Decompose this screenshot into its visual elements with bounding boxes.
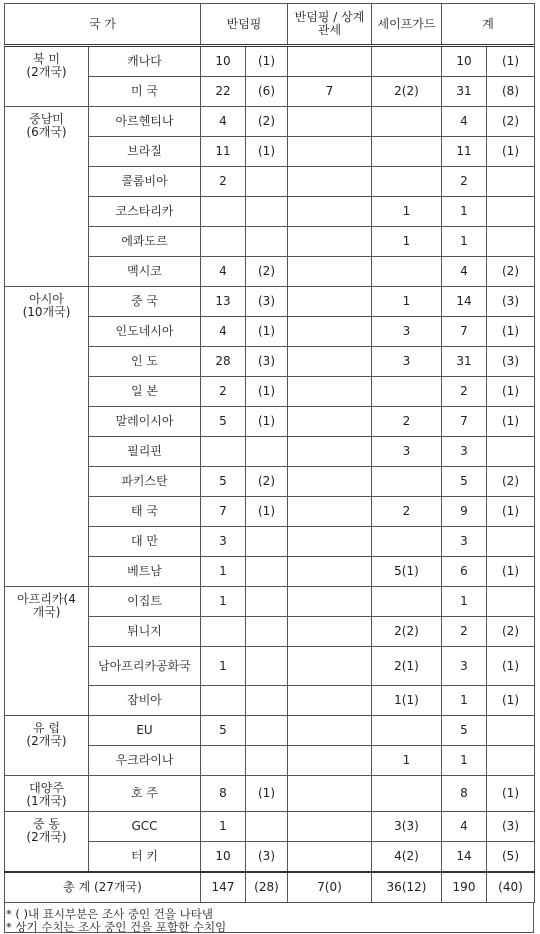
antidumping-cvd-count [288, 227, 372, 257]
country-cell: 인도네시아 [89, 317, 201, 347]
antidumping-pending [246, 557, 288, 587]
country-cell: 대 만 [89, 527, 201, 557]
total-pending: (1) [487, 377, 535, 407]
country-cell: GCC [89, 812, 201, 842]
antidumping-cvd-count [288, 287, 372, 317]
antidumping-cvd-count [288, 746, 372, 776]
country-cell: 베트남 [89, 557, 201, 587]
antidumping-pending: (1) [246, 776, 288, 812]
header-total: 계 [442, 4, 535, 46]
safeguard-count [372, 776, 442, 812]
safeguard-count: 3 [372, 317, 442, 347]
table-row [5, 812, 535, 842]
antidumping-cvd-count [288, 587, 372, 617]
region-cell: 중남미 (6개국) [5, 107, 89, 287]
total-pending [487, 437, 535, 467]
total-count: 9 [442, 497, 487, 527]
country-cell: 태 국 [89, 497, 201, 527]
safeguard-count: 2(2) [372, 77, 442, 107]
table-row [5, 716, 535, 746]
total-pending: (3) [487, 812, 535, 842]
antidumping-cvd-count [288, 257, 372, 287]
region-cell: 대양주 (1개국) [5, 776, 89, 812]
safeguard-count: 1(1) [372, 686, 442, 716]
total-pending: (1) [487, 407, 535, 437]
grand-total-row [5, 872, 535, 903]
antidumping-cvd-count [288, 617, 372, 647]
antidumping-pending [246, 746, 288, 776]
antidumping-cvd-count [288, 812, 372, 842]
total-pending: (1) [487, 686, 535, 716]
safeguard-count [372, 257, 442, 287]
country-cell: 말레이시아 [89, 407, 201, 437]
grand-total-safeguard: 36(12) [372, 872, 442, 903]
antidumping-count: 2 [201, 377, 246, 407]
total-pending: (1) [487, 497, 535, 527]
antidumping-count: 10 [201, 842, 246, 873]
country-cell: 코스타리카 [89, 197, 201, 227]
table-body [5, 46, 535, 903]
country-cell: 튀니지 [89, 617, 201, 647]
antidumping-cvd-count [288, 377, 372, 407]
antidumping-count: 4 [201, 107, 246, 137]
antidumping-cvd-count [288, 407, 372, 437]
safeguard-count [372, 107, 442, 137]
antidumping-count: 28 [201, 347, 246, 377]
antidumping-cvd-count [288, 716, 372, 746]
total-count: 7 [442, 407, 487, 437]
footnotes [6, 908, 446, 934]
total-pending [487, 716, 535, 746]
country-cell: EU [89, 716, 201, 746]
region-cell: 중 동 (2개국) [5, 812, 89, 873]
antidumping-count: 3 [201, 527, 246, 557]
total-count: 2 [442, 377, 487, 407]
antidumping-count: 22 [201, 77, 246, 107]
total-count: 8 [442, 776, 487, 812]
antidumping-pending: (3) [246, 287, 288, 317]
total-count: 1 [442, 197, 487, 227]
total-count: 1 [442, 227, 487, 257]
country-cell: 중 국 [89, 287, 201, 317]
total-pending: (1) [487, 647, 535, 686]
country-cell: 캐나다 [89, 46, 201, 77]
antidumping-pending [246, 527, 288, 557]
total-pending: (5) [487, 842, 535, 873]
antidumping-pending [246, 167, 288, 197]
antidumping-count: 4 [201, 257, 246, 287]
antidumping-pending: (1) [246, 377, 288, 407]
safeguard-count: 4(2) [372, 842, 442, 873]
antidumping-count [201, 617, 246, 647]
safeguard-count [372, 716, 442, 746]
antidumping-count: 5 [201, 407, 246, 437]
total-count: 6 [442, 557, 487, 587]
grand-total-antidumping-pending: (28) [246, 872, 288, 903]
safeguard-count [372, 137, 442, 167]
country-cell: 멕시코 [89, 257, 201, 287]
total-pending: (2) [487, 617, 535, 647]
grand-total-count: 190 [442, 872, 487, 903]
antidumping-count: 10 [201, 46, 246, 77]
country-cell: 아르헨티나 [89, 107, 201, 137]
antidumping-count: 1 [201, 557, 246, 587]
antidumping-count: 2 [201, 167, 246, 197]
safeguard-count [372, 467, 442, 497]
table-row [5, 776, 535, 812]
antidumping-pending [246, 587, 288, 617]
antidumping-pending: (1) [246, 46, 288, 77]
safeguard-count: 2(1) [372, 647, 442, 686]
country-cell: 일 본 [89, 377, 201, 407]
antidumping-count: 1 [201, 587, 246, 617]
antidumping-pending: (6) [246, 77, 288, 107]
total-pending: (1) [487, 776, 535, 812]
header-antidumping: 반덤핑 [201, 4, 288, 46]
antidumping-count: 13 [201, 287, 246, 317]
trade-remedy-table [4, 3, 535, 903]
total-pending [487, 227, 535, 257]
header-safeguard: 세이프가드 [372, 4, 442, 46]
total-pending: (1) [487, 137, 535, 167]
antidumping-cvd-count [288, 686, 372, 716]
safeguard-count: 5(1) [372, 557, 442, 587]
safeguard-count [372, 46, 442, 77]
antidumping-pending: (2) [246, 257, 288, 287]
table-row [5, 287, 535, 317]
safeguard-count [372, 377, 442, 407]
total-count: 4 [442, 107, 487, 137]
total-count: 1 [442, 686, 487, 716]
total-pending [487, 587, 535, 617]
safeguard-count: 2 [372, 407, 442, 437]
antidumping-pending: (2) [246, 467, 288, 497]
antidumping-cvd-count [288, 347, 372, 377]
safeguard-count: 2 [372, 497, 442, 527]
safeguard-count: 1 [372, 197, 442, 227]
safeguard-count: 1 [372, 287, 442, 317]
header-row [5, 4, 535, 46]
grand-total-antidumping-cvd: 7(0) [288, 872, 372, 903]
antidumping-pending [246, 716, 288, 746]
antidumping-pending [246, 617, 288, 647]
total-count: 5 [442, 716, 487, 746]
antidumping-cvd-count [288, 647, 372, 686]
country-cell: 필리핀 [89, 437, 201, 467]
total-count: 31 [442, 77, 487, 107]
region-cell: 아시아 (10개국) [5, 287, 89, 587]
antidumping-count: 11 [201, 137, 246, 167]
antidumping-count [201, 686, 246, 716]
total-count: 4 [442, 257, 487, 287]
footnote-2: * 상기 수치는 조사 중인 건을 포함한 수치임 [6, 920, 227, 934]
total-pending: (2) [487, 107, 535, 137]
total-pending [487, 746, 535, 776]
total-pending: (8) [487, 77, 535, 107]
antidumping-cvd-count [288, 776, 372, 812]
antidumping-pending [246, 647, 288, 686]
total-count: 14 [442, 287, 487, 317]
antidumping-count: 5 [201, 467, 246, 497]
country-cell: 브라질 [89, 137, 201, 167]
table-row [5, 587, 535, 617]
antidumping-pending: (1) [246, 407, 288, 437]
country-cell: 남아프리카공화국 [89, 647, 201, 686]
total-count: 5 [442, 467, 487, 497]
antidumping-cvd-count [288, 137, 372, 167]
header-antidumping-cvd: 반덤핑 / 상계관세 [288, 4, 372, 46]
safeguard-count: 1 [372, 227, 442, 257]
safeguard-count [372, 167, 442, 197]
grand-total-label: 총 계 (27개국) [5, 872, 201, 903]
antidumping-pending [246, 812, 288, 842]
antidumping-cvd-count [288, 497, 372, 527]
country-cell: 인 도 [89, 347, 201, 377]
total-pending: (2) [487, 467, 535, 497]
antidumping-pending: (1) [246, 497, 288, 527]
antidumping-pending [246, 197, 288, 227]
country-cell: 파키스탄 [89, 467, 201, 497]
country-cell: 호 주 [89, 776, 201, 812]
antidumping-cvd-count [288, 842, 372, 873]
antidumping-pending: (3) [246, 347, 288, 377]
total-count: 31 [442, 347, 487, 377]
country-cell: 우크라이나 [89, 746, 201, 776]
total-count: 10 [442, 46, 487, 77]
total-pending [487, 527, 535, 557]
antidumping-cvd-count [288, 527, 372, 557]
antidumping-pending: (2) [246, 107, 288, 137]
footnote-1: * ( )내 표시부분은 조사 중인 건을 나타냄 [6, 907, 213, 921]
total-count: 11 [442, 137, 487, 167]
total-count: 2 [442, 617, 487, 647]
country-cell: 미 국 [89, 77, 201, 107]
antidumping-pending [246, 686, 288, 716]
total-count: 1 [442, 587, 487, 617]
total-pending: (3) [487, 287, 535, 317]
table-row [5, 107, 535, 137]
total-count: 3 [442, 527, 487, 557]
antidumping-cvd-count [288, 107, 372, 137]
total-count: 14 [442, 842, 487, 873]
antidumping-cvd-count [288, 46, 372, 77]
total-count: 3 [442, 647, 487, 686]
antidumping-cvd-count [288, 467, 372, 497]
total-pending: (3) [487, 347, 535, 377]
antidumping-cvd-count [288, 317, 372, 347]
safeguard-count: 3 [372, 347, 442, 377]
antidumping-cvd-count [288, 167, 372, 197]
total-pending: (1) [487, 46, 535, 77]
total-pending [487, 197, 535, 227]
total-count: 4 [442, 812, 487, 842]
antidumping-pending: (1) [246, 317, 288, 347]
grand-total-pending: (40) [487, 872, 535, 903]
antidumping-cvd-count [288, 197, 372, 227]
antidumping-count [201, 437, 246, 467]
antidumping-count: 7 [201, 497, 246, 527]
antidumping-pending [246, 227, 288, 257]
antidumping-count: 5 [201, 716, 246, 746]
region-cell: 유 럽 (2개국) [5, 716, 89, 776]
antidumping-cvd-count [288, 557, 372, 587]
safeguard-count: 2(2) [372, 617, 442, 647]
total-pending: (1) [487, 317, 535, 347]
total-pending [487, 167, 535, 197]
antidumping-count: 4 [201, 317, 246, 347]
table-row [5, 46, 535, 77]
total-count: 3 [442, 437, 487, 467]
total-count: 7 [442, 317, 487, 347]
antidumping-count: 8 [201, 776, 246, 812]
total-pending: (2) [487, 257, 535, 287]
antidumping-pending: (1) [246, 137, 288, 167]
antidumping-count [201, 746, 246, 776]
antidumping-pending: (3) [246, 842, 288, 873]
total-count: 1 [442, 746, 487, 776]
region-cell: 아프리카(4 개국) [5, 587, 89, 716]
grand-total-antidumping: 147 [201, 872, 246, 903]
safeguard-count: 3 [372, 437, 442, 467]
antidumping-cvd-count: 7 [288, 77, 372, 107]
region-cell: 북 미 (2개국) [5, 46, 89, 107]
antidumping-cvd-count [288, 437, 372, 467]
country-cell: 에콰도르 [89, 227, 201, 257]
header-country: 국 가 [5, 4, 201, 46]
safeguard-count: 1 [372, 746, 442, 776]
antidumping-count [201, 197, 246, 227]
safeguard-count [372, 527, 442, 557]
antidumping-pending [246, 437, 288, 467]
country-cell: 잠비아 [89, 686, 201, 716]
total-count: 2 [442, 167, 487, 197]
country-cell: 터 키 [89, 842, 201, 873]
country-cell: 콜롬비아 [89, 167, 201, 197]
safeguard-count [372, 587, 442, 617]
antidumping-count: 1 [201, 812, 246, 842]
antidumping-count: 1 [201, 647, 246, 686]
antidumping-count [201, 227, 246, 257]
safeguard-count: 3(3) [372, 812, 442, 842]
total-pending: (1) [487, 557, 535, 587]
country-cell: 이집트 [89, 587, 201, 617]
